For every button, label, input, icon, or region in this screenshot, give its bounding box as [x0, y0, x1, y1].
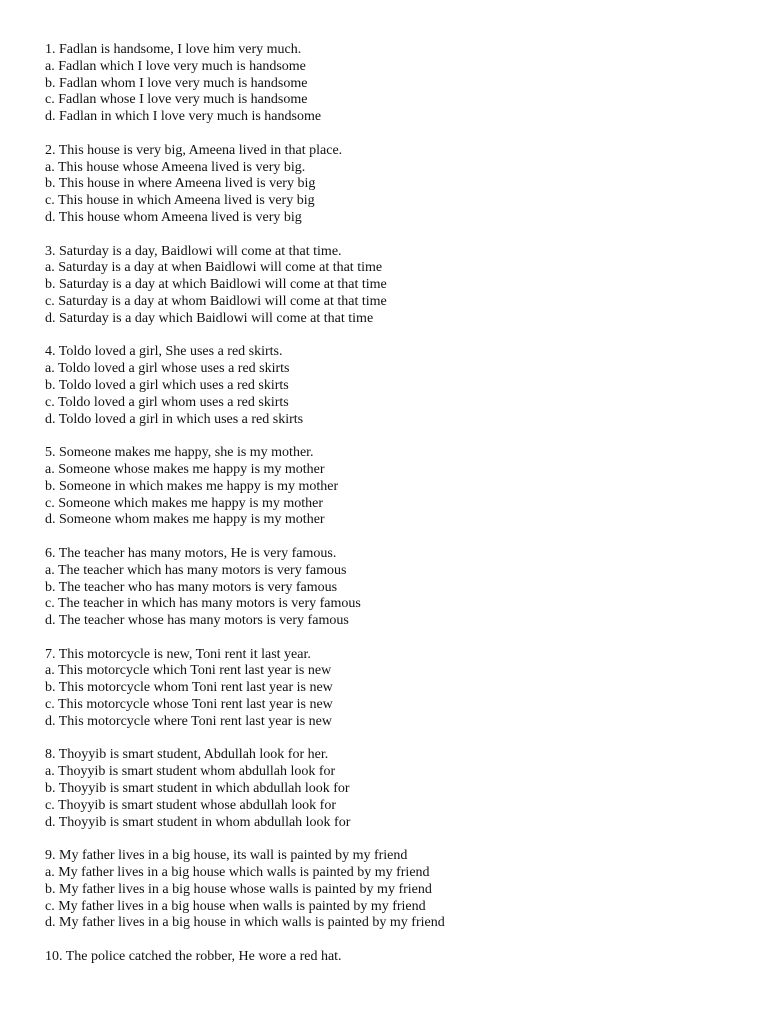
question-5 — [45, 445, 745, 529]
option-c: c. Someone which makes me happy is my mother — [45, 495, 323, 511]
option-a: a. This house whose Ameena lived is very big. — [45, 159, 306, 175]
option-b: b. Thoyyib is smart student in which abdullah look for — [45, 781, 350, 797]
option-b: b. Saturday is a day at which Baidlowi will come at that time — [45, 277, 387, 293]
option-b: b. Someone in which makes me happy is my mother — [45, 478, 339, 494]
option-c: c. The teacher in which has many motors is very famous — [45, 596, 361, 612]
option-b: b. This house in where Ameena lived is very big — [45, 176, 316, 192]
option-c: c. Fadlan whose I love very much is handsome — [45, 92, 308, 108]
question-stem: 9. My father lives in a big house, its wall is painted by my friend — [45, 848, 408, 864]
question-stem: 5. Someone makes me happy, she is my mother. — [45, 445, 314, 461]
option-d: d. The teacher whose has many motors is very famous — [45, 613, 349, 629]
option-c: c. Saturday is a day at whom Baidlowi will come at that time — [45, 293, 387, 309]
question-stem: 2. This house is very big, Ameena lived in that place. — [45, 142, 343, 158]
option-b: b. My father lives in a big house whose walls is painted by my friend — [45, 881, 432, 897]
option-d: d. Saturday is a day which Baidlowi will come at that time — [45, 310, 374, 326]
option-c: c. This motorcycle whose Toni rent last year is new — [45, 697, 333, 713]
option-b: b. The teacher who has many motors is very famous — [45, 579, 338, 595]
option-a: a. Someone whose makes me happy is my mother — [45, 461, 325, 477]
question-8 — [45, 747, 745, 831]
question-stem: 3. Saturday is a day, Baidlowi will come at that time. — [45, 243, 342, 259]
option-c: c. My father lives in a big house when walls is painted by my friend — [45, 898, 426, 914]
option-d: d. Thoyyib is smart student in whom abdullah look for — [45, 814, 351, 830]
option-c: c. Toldo loved a girl whom uses a red skirts — [45, 394, 289, 410]
option-c: c. Thoyyib is smart student whose abdullah look for — [45, 797, 336, 813]
question-stem: 6. The teacher has many motors, He is very famous. — [45, 545, 337, 561]
question-stem: 4. Toldo loved a girl, She uses a red skirts. — [45, 344, 283, 360]
question-4 — [45, 344, 745, 428]
option-a: a. Saturday is a day at when Baidlowi will come at that time — [45, 260, 383, 276]
option-d: d. My father lives in a big house in which walls is painted by my friend — [45, 915, 445, 931]
option-d: d. Toldo loved a girl in which uses a red skirts — [45, 411, 304, 427]
question-stem: 10. The police catched the robber, He wore a red hat. — [45, 949, 342, 965]
question-3 — [45, 244, 745, 328]
option-d: d. Someone whom makes me happy is my mother — [45, 512, 325, 528]
option-a: a. Thoyyib is smart student whom abdullah look for — [45, 764, 336, 780]
question-1 — [45, 42, 745, 126]
option-b: b. Toldo loved a girl which uses a red skirts — [45, 377, 289, 393]
document-page — [45, 42, 745, 983]
question-9 — [45, 848, 745, 932]
question-2 — [45, 143, 745, 227]
option-d: d. Fadlan in which I love very much is handsome — [45, 109, 322, 125]
question-6 — [45, 546, 745, 630]
option-d: d. This house whom Ameena lived is very big — [45, 209, 302, 225]
question-stem: 7. This motorcycle is new, Toni rent it last year. — [45, 646, 311, 662]
option-c: c. This house in which Ameena lived is very big — [45, 193, 315, 209]
option-d: d. This motorcycle where Toni rent last year is new — [45, 713, 332, 729]
question-stem: 1. Fadlan is handsome, I love him very much. — [45, 42, 302, 57]
question-10 — [45, 949, 745, 966]
option-b: b. This motorcycle whom Toni rent last year is new — [45, 680, 333, 696]
option-a: a. My father lives in a big house which walls is painted by my friend — [45, 865, 430, 881]
option-a: a. This motorcycle which Toni rent last year is new — [45, 663, 332, 679]
question-7 — [45, 647, 745, 731]
option-a: a. Toldo loved a girl whose uses a red skirts — [45, 361, 290, 377]
option-b: b. Fadlan whom I love very much is handsome — [45, 75, 308, 91]
question-stem: 8. Thoyyib is smart student, Abdullah look for her. — [45, 747, 329, 763]
option-a: a. The teacher which has many motors is very famous — [45, 562, 347, 578]
option-a: a. Fadlan which I love very much is handsome — [45, 58, 306, 74]
